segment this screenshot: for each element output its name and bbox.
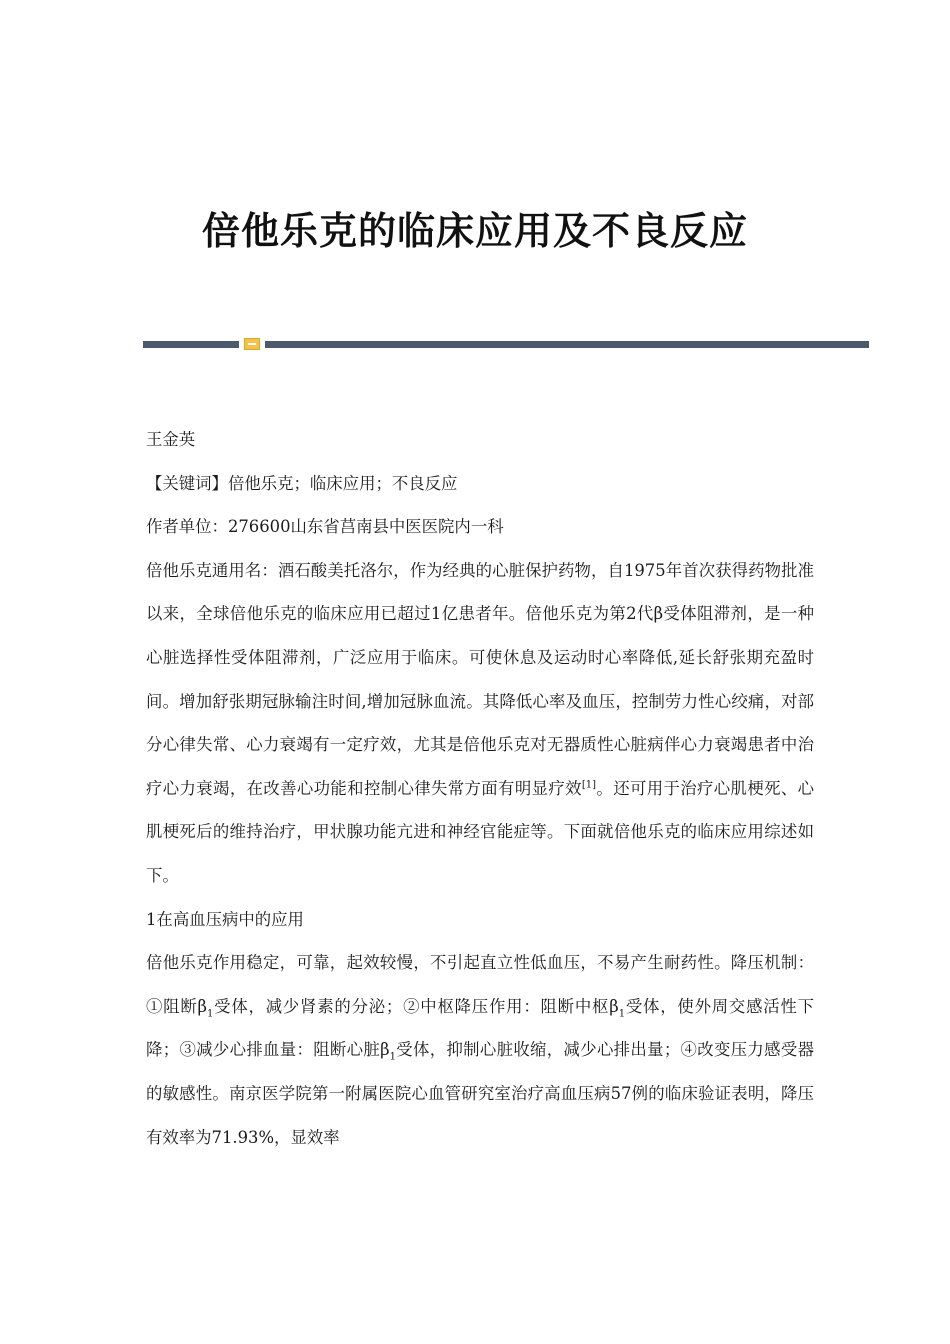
section-1-text-d: 受体，抑制心脏收缩，减少心排出量；④改变压力感受器的敏感性。南京医学院第一附属医院心血管研究室治疗高血压病57例的临床验证表明，降压有效率为71.93%，显效率	[146, 1040, 814, 1147]
divider-bar-right	[265, 341, 869, 348]
divider-bar-left	[143, 341, 239, 348]
document-body	[146, 418, 814, 1159]
divider-ornament-icon	[244, 338, 260, 350]
citation-marker: [1]	[581, 779, 597, 791]
beta-subscript: 1	[618, 1008, 626, 1019]
section-1-text-a: 倍他乐克作用稳定，可靠，起效较慢，不引起直立性低血压，不易产生耐药性。降压机制：①阻断β	[146, 953, 814, 1016]
title-divider	[143, 338, 869, 350]
section-1-text-b: 受体，减少肾素的分泌；②中枢降压作用：阻断中枢β	[213, 996, 619, 1016]
intro-text-a: 倍他乐克通用名：酒石酸美托洛尔，作为经典的心脏保护药物，自1975年首次获得药物批准以来，全球倍他乐克的临床应用已超过1亿患者年。倍他乐克为第2代β受体阻滞剂，是一种心脏选择性受体阻滞剂，广泛应用于临床。可使休息及运动时心率降低,延长舒张期充盈时间。增加舒张期冠脉输注时间,增加冠脉血流。其降低心率及血压，控制劳力性心绞痛，对部分心律失常、心力衰竭有一定疗效，尤其是倍他乐克对无器质性心脏病伴心力衰竭患者中治疗心力衰竭，在改善心功能和控制心律失常方面有明显疗效	[146, 560, 814, 798]
beta-subscript: 1	[207, 1008, 214, 1019]
document-title: 倍他乐克的临床应用及不良反应	[201, 209, 748, 253]
section-1-paragraph	[146, 941, 814, 1159]
author-affiliation: 作者单位：276600山东省莒南县中医医院内一科	[146, 517, 504, 537]
intro-paragraph	[146, 549, 814, 898]
intro-text-b: 。还可用于治疗心肌梗死、心肌梗死后的维持治疗，甲状腺功能亢进和神经官能症等。下面就倍他乐克的临床应用综述如下。	[146, 778, 815, 885]
keywords-line: 【关键词】倍他乐克；临床应用；不良反应	[146, 473, 458, 493]
section-1-heading: 1在高血压病中的应用	[146, 909, 304, 929]
author-name: 王金英	[146, 430, 196, 449]
section-1-text-c: 受体，使外周交感活性下降；③减少心排血量：阻断心脏β	[146, 996, 815, 1060]
beta-subscript: 1	[389, 1051, 396, 1063]
